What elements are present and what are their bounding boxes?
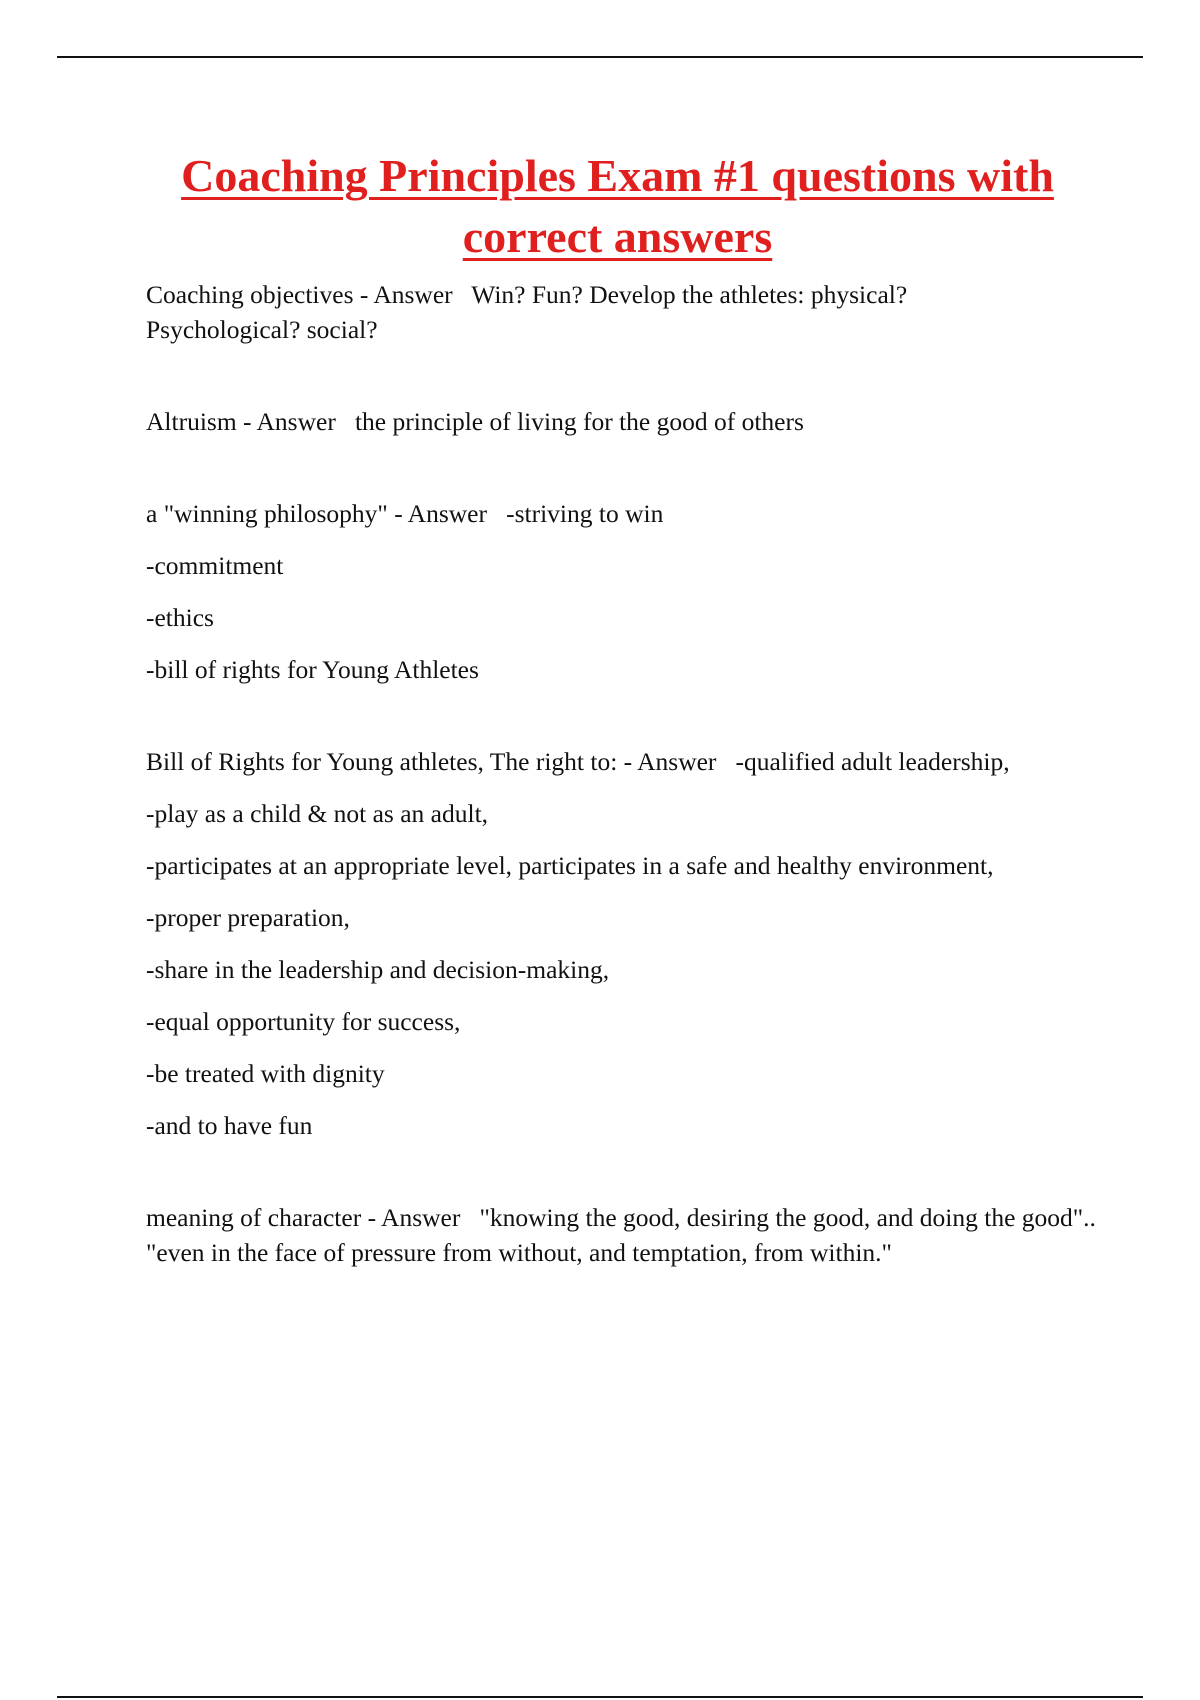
qa-text: Bill of Rights for Young athletes, The right to: - Answer -qualified adult leadership, xyxy=(146,747,1010,776)
qa-coaching-objectives xyxy=(146,277,1096,347)
qa-text: -play as a child & not as an adult, xyxy=(146,799,489,828)
qa-text: Altruism - Answer the principle of living for the good of others xyxy=(146,407,804,436)
qa-text: -and to have fun xyxy=(146,1111,313,1140)
qa-text: a "winning philosophy" - Answer -striving to win xyxy=(146,499,664,528)
title-line-1: Coaching Principles Exam #1 questions with xyxy=(181,150,1054,201)
qa-text: Coaching objectives - Answer Win? Fun? Develop the athletes: physical? xyxy=(146,280,908,309)
qa-text: -proper preparation, xyxy=(146,903,350,932)
qa-text: meaning of character - Answer "knowing the good, desiring the good, and doing the good".. "even in the face of pressure from without, and temptation, from within." xyxy=(146,1203,1103,1267)
qa-text: -equal opportunity for success, xyxy=(146,1007,461,1036)
qa-text: -ethics xyxy=(146,603,214,632)
title-line-2: correct answers xyxy=(462,211,773,262)
qa-text: Psychological? social? xyxy=(146,315,378,344)
qa-altruism xyxy=(146,404,1096,439)
qa-winning-philosophy xyxy=(146,496,1096,687)
document-body xyxy=(146,277,1103,1270)
qa-text: -share in the leadership and decision-making, xyxy=(146,955,610,984)
qa-text: -commitment xyxy=(146,551,284,580)
qa-text: -bill of rights for Young Athletes xyxy=(146,655,479,684)
top-rule xyxy=(57,56,1143,58)
document-title xyxy=(100,145,1135,267)
bottom-rule xyxy=(57,1696,1143,1698)
qa-meaning-of-character xyxy=(146,1200,1103,1270)
qa-text: -participates at an appropriate level, participates in a safe and healthy environment, xyxy=(146,851,994,880)
qa-bill-of-rights xyxy=(146,744,1096,1143)
qa-text: -be treated with dignity xyxy=(146,1059,385,1088)
